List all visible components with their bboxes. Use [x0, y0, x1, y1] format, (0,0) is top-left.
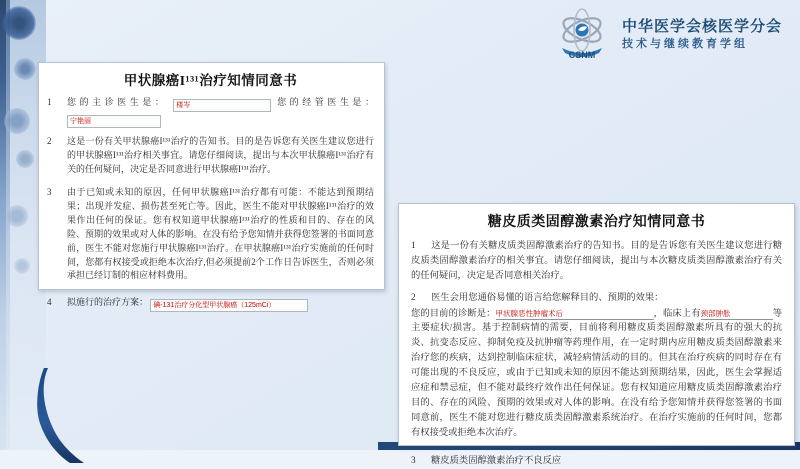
thyroid-item-4: [47, 296, 374, 312]
item-number: 2: [411, 292, 416, 303]
thyroid-item-1: [47, 96, 374, 128]
thyroid-item-2-text: 这是一份有关甲状腺癌I¹³¹治疗的告知书。目的是告诉您有关医生建议您进行的甲状腺癌I¹³¹治疗相关事宜。请您仔细阅读，提出与本次甲状腺癌I¹³¹治疗有关的任何疑问，决定是否同意进行甲状腺癌I¹³¹治疗。: [67, 136, 374, 174]
thyroid-item-3: [47, 186, 374, 284]
blossom-decoration: [6, 205, 28, 227]
org-subgroup: 技术与继续教育学组: [621, 37, 748, 50]
symptom-field[interactable]: 颈部肿胀: [701, 309, 773, 320]
attending-doctor-label: 您的主诊医生是：: [67, 97, 168, 107]
item-number: 4: [47, 297, 52, 308]
clinical-connector: ，临床上有: [653, 308, 701, 319]
left-edge-strip: [0, 0, 10, 450]
doc-title-steroid: 糖皮质类固醇激素治疗知情同意书: [487, 215, 706, 230]
diagnosis-field[interactable]: 甲状腺恶性肿瘤术后: [496, 309, 654, 320]
csnm-logo: [550, 8, 782, 60]
treatment-plan-field[interactable]: 碘-131治疗分化型甲状腺癌（125mCi）: [150, 299, 308, 312]
steroid-item-2-intro-text: 医生会用您通俗易懂的语言给您解释目的、预期的效果：: [431, 292, 664, 303]
managing-doctor-field[interactable]: 宁艳丽: [67, 115, 161, 128]
item-number: 3: [411, 456, 416, 467]
blossom-decoration: [2, 6, 36, 40]
logo-text-block: [622, 17, 782, 51]
consent-doc-thyroid: [38, 62, 385, 310]
attending-doctor-field[interactable]: 楼岑: [173, 99, 271, 112]
item-number: 1: [411, 241, 416, 251]
blossom-decoration: [14, 58, 36, 80]
steroid-item-2-body: [411, 307, 782, 441]
blossom-decoration: [14, 258, 30, 274]
managing-doctor-label: 您的经管医生是：: [277, 97, 374, 107]
item-number: 3: [47, 186, 52, 197]
blossom-decoration: [16, 150, 34, 168]
treatment-plan-label: 拟施行的治疗方案：: [67, 297, 149, 308]
diagnosis-label: 您的目前的诊断是：: [411, 308, 496, 319]
steroid-item-2-intro: [411, 291, 782, 306]
steroid-item-3-text: 糖皮质类固醇激素治疗不良反应: [431, 456, 562, 467]
steroid-item-3: [411, 454, 782, 469]
brush-stroke-decoration: [30, 368, 100, 463]
thyroid-item-2: [47, 135, 374, 177]
blossom-decoration: [4, 108, 30, 134]
csnm-text: CSNM: [568, 50, 596, 60]
steroid-item-2-rest: 等主要症状/损害。基于控制病情的需要，目前将利用糖皮质类固醇激素所具有的强大的抗炎、抗变态反应、抑制免疫及抗肿瘤等药理作用，在一定时期内应用糖皮质类固醇激素来治疗您的疾病，达到控制临床症状，减轻病情活动的目的。但其在治疗疾病的同时存在有可能出现的不良反应，或由于已知或未知的原因不能达到预期结果，因此，医生会掌握适应症和禁忌症，但不能对最终疗效作出任何保证。您有权知道应用糖皮质类固醇激素治疗目的、存在的风险、预期的效果或对人体的影响。在没有给予您知情并获得您签署的书面同意前，医生不能对您进行糖皮质类固醇激素系统治疗。在治疗实施前的任何时间，您都有权接受或拒绝本次治疗。: [411, 308, 782, 438]
item-number: 1: [47, 97, 52, 107]
item-number: 2: [47, 136, 52, 146]
steroid-item-1-text: 这是一份有关糖皮质类固醇激素治疗的告知书。目的是告诉您有关医生建议您进行糖皮质类固醇激素治疗的相关事宜。请您仔细阅读，提出与本次糖皮质类固醇激素治疗有关的任何疑问，决定是否同意相关治疗。: [411, 241, 782, 281]
csnm-atom-icon: [550, 8, 614, 60]
doc-title-thyroid: 甲状腺癌I¹³¹治疗知情同意书: [123, 73, 298, 88]
thyroid-item-3-text: 由于已知或未知的原因，任何甲状腺癌I¹³¹治疗都有可能：不能达到预期结果；出现并发症、损伤甚至死亡等。因此，医生不能对甲状腺癌I¹³¹治疗的效果作出任何的保证。您有权知道甲状腺癌I¹³¹治疗的性质和目的、存在的风险、预期的效果或对人体的影响。在没有给予您知情并获得您签署的书面同意前，医生不能对您施行甲状腺癌I¹³¹治疗。在甲状腺癌I¹³¹治疗实施前的任何时间，您都有权接受或拒绝本次治疗,但必须提前2个工作日告诉医生，否则必须承担已经订制的相应材料费用。: [67, 186, 374, 281]
steroid-item-1: [411, 239, 782, 284]
consent-doc-steroid: [398, 203, 795, 467]
org-name: 中华医学会核医学分会: [621, 18, 782, 36]
